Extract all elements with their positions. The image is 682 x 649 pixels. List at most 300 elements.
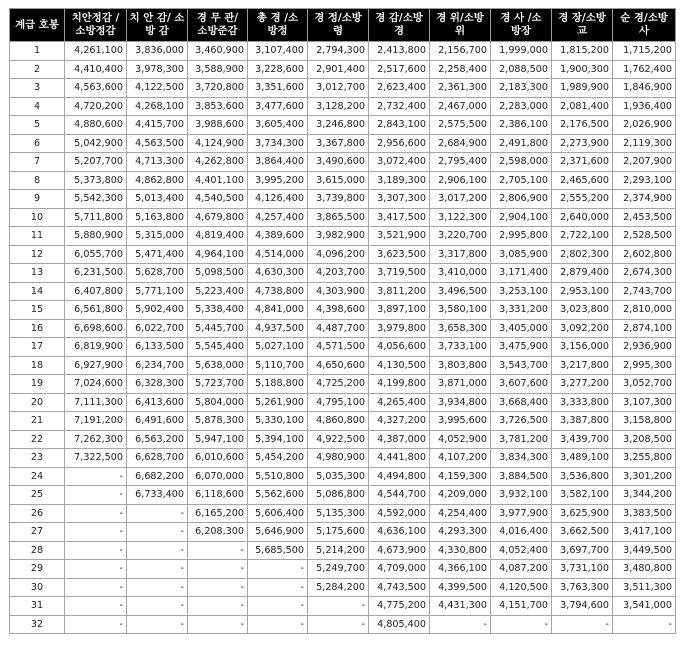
salary-cell: 2,465,600 xyxy=(552,171,613,190)
salary-cell: 4,366,100 xyxy=(430,560,491,579)
salary-cell: 3,277,200 xyxy=(552,375,613,394)
salary-cell: 4,016,400 xyxy=(491,523,552,542)
salary-cell: 3,496,500 xyxy=(430,282,491,301)
salary-cell: 3,897,100 xyxy=(369,301,430,320)
salary-cell: - xyxy=(613,615,676,634)
salary-cell: 1,815,200 xyxy=(552,42,613,61)
salary-cell: 6,055,700 xyxy=(65,245,127,264)
salary-cell: 3,012,700 xyxy=(308,79,369,98)
salary-cell: 5,628,700 xyxy=(127,264,188,283)
salary-cell: 3,834,300 xyxy=(491,449,552,468)
salary-cell: 2,743,700 xyxy=(613,282,676,301)
salary-cell: - xyxy=(127,560,188,579)
salary-cell: 2,088,500 xyxy=(491,60,552,79)
salary-cell: 3,811,200 xyxy=(369,282,430,301)
salary-cell: 2,806,900 xyxy=(491,190,552,209)
salary-cell: 4,124,900 xyxy=(188,134,248,153)
salary-cell: 4,720,200 xyxy=(65,97,127,116)
salary-cell: 1,999,000 xyxy=(491,42,552,61)
salary-cell: 5,042,900 xyxy=(65,134,127,153)
salary-cell: 3,085,900 xyxy=(491,245,552,264)
salary-cell: 6,165,200 xyxy=(188,504,248,523)
salary-cell: - xyxy=(248,615,308,634)
salary-cell: 3,932,100 xyxy=(491,486,552,505)
salary-cell: 3,995,200 xyxy=(248,171,308,190)
grade-step-cell: 13 xyxy=(10,264,65,283)
salary-cell: 3,107,300 xyxy=(613,393,676,412)
salary-cell: 2,640,000 xyxy=(552,208,613,227)
salary-cell: 5,027,100 xyxy=(248,338,308,357)
salary-cell: 6,133,500 xyxy=(127,338,188,357)
salary-cell: 4,679,800 xyxy=(188,208,248,227)
salary-cell: 3,615,000 xyxy=(308,171,369,190)
salary-cell: - xyxy=(308,597,369,616)
salary-cell: 2,623,400 xyxy=(369,79,430,98)
salary-cell: 2,183,300 xyxy=(491,79,552,98)
salary-cell: - xyxy=(188,597,248,616)
salary-cell: 4,398,600 xyxy=(308,301,369,320)
salary-cell: - xyxy=(65,486,127,505)
table-row xyxy=(10,116,676,135)
salary-cell: 3,726,500 xyxy=(491,412,552,431)
salary-cell: - xyxy=(188,615,248,634)
salary-cell: 4,209,000 xyxy=(430,486,491,505)
salary-cell: - xyxy=(65,523,127,542)
salary-cell: 2,361,300 xyxy=(430,79,491,98)
salary-cell: 3,255,800 xyxy=(613,449,676,468)
salary-cell: 5,902,400 xyxy=(127,301,188,320)
salary-cell: 3,208,500 xyxy=(613,430,676,449)
table-row xyxy=(10,486,676,505)
salary-cell: 4,862,800 xyxy=(127,171,188,190)
salary-cell: 4,401,100 xyxy=(188,171,248,190)
salary-cell: 4,431,300 xyxy=(430,597,491,616)
salary-cell: 3,979,800 xyxy=(369,319,430,338)
header-rank-2: 치 안 감/ 소 방 감 xyxy=(127,9,188,42)
header-rank-1: 치안정감 / 소방정감 xyxy=(65,9,127,42)
salary-cell: 5,373,800 xyxy=(65,171,127,190)
salary-cell: 2,795,400 xyxy=(430,153,491,172)
salary-cell: 5,947,100 xyxy=(188,430,248,449)
salary-cell: 5,646,900 xyxy=(248,523,308,542)
salary-cell: 4,268,100 xyxy=(127,97,188,116)
table-row xyxy=(10,301,676,320)
salary-cell: 4,107,200 xyxy=(430,449,491,468)
salary-cell: 2,258,400 xyxy=(430,60,491,79)
salary-cell: 2,491,800 xyxy=(491,134,552,153)
salary-cell: 5,562,600 xyxy=(248,486,308,505)
salary-cell: 3,344,200 xyxy=(613,486,676,505)
salary-cell: 3,405,000 xyxy=(491,319,552,338)
salary-cell: 6,328,300 xyxy=(127,375,188,394)
salary-cell: 4,841,000 xyxy=(248,301,308,320)
salary-cell: 4,399,500 xyxy=(430,578,491,597)
salary-cell: 3,307,300 xyxy=(369,190,430,209)
salary-cell: - xyxy=(65,541,127,560)
salary-cell: 3,410,000 xyxy=(430,264,491,283)
salary-cell: - xyxy=(127,615,188,634)
salary-table xyxy=(9,8,676,634)
salary-cell: 4,130,500 xyxy=(369,356,430,375)
salary-cell: - xyxy=(127,597,188,616)
salary-cell: 3,253,100 xyxy=(491,282,552,301)
salary-cell: - xyxy=(127,541,188,560)
grade-step-cell: 19 xyxy=(10,375,65,394)
grade-step-cell: 30 xyxy=(10,578,65,597)
salary-cell: 2,374,900 xyxy=(613,190,676,209)
grade-step-cell: 22 xyxy=(10,430,65,449)
grade-step-cell: 24 xyxy=(10,467,65,486)
table-row xyxy=(10,541,676,560)
salary-cell: 3,460,900 xyxy=(188,42,248,61)
table-row xyxy=(10,356,676,375)
salary-cell: 5,110,700 xyxy=(248,356,308,375)
salary-cell: 4,254,400 xyxy=(430,504,491,523)
salary-cell: - xyxy=(127,578,188,597)
grade-step-cell: 32 xyxy=(10,615,65,634)
grade-step-cell: 25 xyxy=(10,486,65,505)
salary-cell: 6,698,600 xyxy=(65,319,127,338)
salary-cell: - xyxy=(552,615,613,634)
salary-cell: - xyxy=(65,615,127,634)
salary-cell: - xyxy=(248,597,308,616)
salary-cell: 4,738,800 xyxy=(248,282,308,301)
salary-cell: 3,607,600 xyxy=(491,375,552,394)
salary-cell: 4,415,700 xyxy=(127,116,188,135)
salary-cell: 4,514,000 xyxy=(248,245,308,264)
salary-cell: 4,052,900 xyxy=(430,430,491,449)
salary-cell: 6,927,900 xyxy=(65,356,127,375)
salary-cell: 3,731,100 xyxy=(552,560,613,579)
salary-cell: 4,151,700 xyxy=(491,597,552,616)
salary-cell: 4,725,200 xyxy=(308,375,369,394)
salary-cell: 2,843,100 xyxy=(369,116,430,135)
salary-cell: 4,120,500 xyxy=(491,578,552,597)
table-row xyxy=(10,338,676,357)
salary-cell: 5,223,400 xyxy=(188,282,248,301)
salary-cell: 3,734,300 xyxy=(248,134,308,153)
salary-cell: 6,563,200 xyxy=(127,430,188,449)
salary-cell: 4,441,800 xyxy=(369,449,430,468)
salary-cell: 3,449,500 xyxy=(613,541,676,560)
grade-step-cell: 4 xyxy=(10,97,65,116)
salary-cell: 5,471,400 xyxy=(127,245,188,264)
table-row xyxy=(10,615,676,634)
table-row xyxy=(10,523,676,542)
grade-step-cell: 2 xyxy=(10,60,65,79)
salary-cell: 1,762,400 xyxy=(613,60,676,79)
salary-cell: 3,864,400 xyxy=(248,153,308,172)
header-rank-7: 경 위/소방 위 xyxy=(430,9,491,42)
salary-cell: - xyxy=(308,615,369,634)
grade-step-cell: 27 xyxy=(10,523,65,542)
table-row xyxy=(10,227,676,246)
header-row xyxy=(10,9,676,42)
salary-cell: 5,542,300 xyxy=(65,190,127,209)
salary-cell: 2,904,100 xyxy=(491,208,552,227)
salary-cell: - xyxy=(65,504,127,523)
salary-cell: 4,257,400 xyxy=(248,208,308,227)
salary-cell: 3,023,800 xyxy=(552,301,613,320)
salary-cell: 2,207,900 xyxy=(613,153,676,172)
salary-cell: 4,087,200 xyxy=(491,560,552,579)
salary-cell: 3,536,800 xyxy=(552,467,613,486)
table-row xyxy=(10,560,676,579)
header-rank-5: 경 정/소방 령 xyxy=(308,9,369,42)
salary-cell: 2,684,900 xyxy=(430,134,491,153)
salary-cell: 2,386,100 xyxy=(491,116,552,135)
table-row xyxy=(10,190,676,209)
salary-cell: 3,158,800 xyxy=(613,412,676,431)
grade-step-cell: 16 xyxy=(10,319,65,338)
salary-cell: 3,189,300 xyxy=(369,171,430,190)
table-row xyxy=(10,60,676,79)
salary-cell: - xyxy=(491,615,552,634)
salary-cell: 4,563,600 xyxy=(65,79,127,98)
salary-cell: 2,995,300 xyxy=(613,356,676,375)
salary-cell: 4,056,600 xyxy=(369,338,430,357)
salary-cell: 3,122,300 xyxy=(430,208,491,227)
salary-cell: - xyxy=(127,504,188,523)
salary-cell: - xyxy=(127,523,188,542)
salary-cell: 4,743,500 xyxy=(369,578,430,597)
salary-cell: 3,052,700 xyxy=(613,375,676,394)
grade-step-cell: 9 xyxy=(10,190,65,209)
grade-step-cell: 7 xyxy=(10,153,65,172)
table-body xyxy=(10,42,676,634)
salary-cell: 2,901,400 xyxy=(308,60,369,79)
salary-cell: 3,475,900 xyxy=(491,338,552,357)
salary-cell: 5,454,200 xyxy=(248,449,308,468)
salary-cell: 3,417,100 xyxy=(613,523,676,542)
table-row xyxy=(10,449,676,468)
salary-cell: 5,315,000 xyxy=(127,227,188,246)
salary-cell: 5,804,000 xyxy=(188,393,248,412)
salary-cell: 3,781,200 xyxy=(491,430,552,449)
salary-cell: 3,317,800 xyxy=(430,245,491,264)
salary-cell: 1,900,300 xyxy=(552,60,613,79)
salary-cell: 4,327,200 xyxy=(369,412,430,431)
salary-cell: 2,802,300 xyxy=(552,245,613,264)
salary-cell: 3,662,500 xyxy=(552,523,613,542)
salary-cell: 2,953,100 xyxy=(552,282,613,301)
salary-cell: 4,964,100 xyxy=(188,245,248,264)
salary-cell: 2,794,300 xyxy=(308,42,369,61)
salary-cell: 6,628,700 xyxy=(127,449,188,468)
salary-cell: 3,301,200 xyxy=(613,467,676,486)
salary-cell: 2,119,300 xyxy=(613,134,676,153)
salary-cell: 5,545,400 xyxy=(188,338,248,357)
salary-cell: 2,602,800 xyxy=(613,245,676,264)
salary-cell: 3,668,400 xyxy=(491,393,552,412)
header-rank-3: 경 무 관/ 소방준감 xyxy=(188,9,248,42)
salary-cell: 5,338,400 xyxy=(188,301,248,320)
salary-cell: 4,265,400 xyxy=(369,393,430,412)
salary-cell: 3,605,400 xyxy=(248,116,308,135)
salary-cell: 3,511,300 xyxy=(613,578,676,597)
salary-cell: 5,086,800 xyxy=(308,486,369,505)
salary-cell: 3,995,600 xyxy=(430,412,491,431)
salary-cell: 3,739,800 xyxy=(308,190,369,209)
table-row xyxy=(10,412,676,431)
salary-cell: 4,544,700 xyxy=(369,486,430,505)
salary-cell: 3,978,300 xyxy=(127,60,188,79)
salary-cell: 6,010,600 xyxy=(188,449,248,468)
table-row xyxy=(10,467,676,486)
salary-cell: 5,013,400 xyxy=(127,190,188,209)
salary-cell: 2,283,000 xyxy=(491,97,552,116)
salary-cell: 3,794,600 xyxy=(552,597,613,616)
grade-step-cell: 28 xyxy=(10,541,65,560)
header-rank-4: 총 경 /소 방정 xyxy=(248,9,308,42)
salary-cell: 6,561,800 xyxy=(65,301,127,320)
salary-cell: - xyxy=(65,578,127,597)
salary-cell: 5,330,100 xyxy=(248,412,308,431)
table-row xyxy=(10,264,676,283)
salary-cell: 4,592,000 xyxy=(369,504,430,523)
salary-cell: 2,810,000 xyxy=(613,301,676,320)
salary-cell: 2,555,200 xyxy=(552,190,613,209)
salary-cell: 3,658,300 xyxy=(430,319,491,338)
salary-cell: 4,126,400 xyxy=(248,190,308,209)
salary-cell: 4,389,600 xyxy=(248,227,308,246)
salary-cell: 4,540,500 xyxy=(188,190,248,209)
table-row xyxy=(10,79,676,98)
salary-cell: - xyxy=(430,615,491,634)
salary-cell: 6,070,000 xyxy=(188,467,248,486)
salary-cell: - xyxy=(248,560,308,579)
salary-cell: 3,934,800 xyxy=(430,393,491,412)
salary-cell: 1,715,200 xyxy=(613,42,676,61)
salary-cell: 5,214,200 xyxy=(308,541,369,560)
salary-cell: 2,453,500 xyxy=(613,208,676,227)
salary-cell: 5,261,900 xyxy=(248,393,308,412)
salary-cell: 5,510,800 xyxy=(248,467,308,486)
salary-cell: 2,906,100 xyxy=(430,171,491,190)
salary-cell: 6,491,600 xyxy=(127,412,188,431)
grade-step-cell: 6 xyxy=(10,134,65,153)
salary-cell: 3,982,900 xyxy=(308,227,369,246)
grade-step-cell: 14 xyxy=(10,282,65,301)
table-row xyxy=(10,208,676,227)
salary-cell: 3,246,800 xyxy=(308,116,369,135)
salary-cell: 4,937,500 xyxy=(248,319,308,338)
salary-cell: 3,383,500 xyxy=(613,504,676,523)
salary-cell: 3,719,500 xyxy=(369,264,430,283)
salary-cell: 3,521,900 xyxy=(369,227,430,246)
salary-cell: 7,191,200 xyxy=(65,412,127,431)
grade-step-cell: 29 xyxy=(10,560,65,579)
header-grade-step: 계급 호봉 xyxy=(10,9,65,42)
salary-cell: 3,836,000 xyxy=(127,42,188,61)
salary-cell: 7,024,600 xyxy=(65,375,127,394)
salary-cell: 3,489,100 xyxy=(552,449,613,468)
salary-cell: 5,685,500 xyxy=(248,541,308,560)
salary-cell: 2,273,900 xyxy=(552,134,613,153)
salary-cell: 4,819,400 xyxy=(188,227,248,246)
salary-cell: 7,322,500 xyxy=(65,449,127,468)
table-row xyxy=(10,171,676,190)
salary-cell: 3,228,600 xyxy=(248,60,308,79)
salary-cell: 4,980,900 xyxy=(308,449,369,468)
salary-cell: 2,936,900 xyxy=(613,338,676,357)
grade-step-cell: 20 xyxy=(10,393,65,412)
salary-cell: 4,775,200 xyxy=(369,597,430,616)
salary-cell: 2,995,800 xyxy=(491,227,552,246)
table-row xyxy=(10,153,676,172)
salary-cell: 1,936,400 xyxy=(613,97,676,116)
salary-cell: 3,092,200 xyxy=(552,319,613,338)
grade-step-cell: 11 xyxy=(10,227,65,246)
salary-cell: 3,220,700 xyxy=(430,227,491,246)
grade-step-cell: 1 xyxy=(10,42,65,61)
salary-cell: 3,171,400 xyxy=(491,264,552,283)
salary-cell: 3,107,400 xyxy=(248,42,308,61)
salary-cell: 4,922,500 xyxy=(308,430,369,449)
grade-step-cell: 31 xyxy=(10,597,65,616)
salary-cell: 4,805,400 xyxy=(369,615,430,634)
salary-cell: 5,135,300 xyxy=(308,504,369,523)
salary-cell: 3,480,800 xyxy=(613,560,676,579)
salary-cell: 3,623,500 xyxy=(369,245,430,264)
salary-cell: 5,445,700 xyxy=(188,319,248,338)
salary-cell: 3,803,800 xyxy=(430,356,491,375)
salary-cell: 4,387,000 xyxy=(369,430,430,449)
grade-step-cell: 12 xyxy=(10,245,65,264)
salary-cell: 6,022,700 xyxy=(127,319,188,338)
salary-cell: 2,467,000 xyxy=(430,97,491,116)
table-header xyxy=(10,9,676,42)
salary-cell: 3,988,600 xyxy=(188,116,248,135)
table-row xyxy=(10,282,676,301)
salary-cell: 3,871,000 xyxy=(430,375,491,394)
grade-step-cell: 8 xyxy=(10,171,65,190)
salary-cell: 4,650,600 xyxy=(308,356,369,375)
grade-step-cell: 21 xyxy=(10,412,65,431)
salary-cell: 4,795,100 xyxy=(308,393,369,412)
salary-cell: 3,217,800 xyxy=(552,356,613,375)
salary-cell: 3,865,500 xyxy=(308,208,369,227)
salary-cell: - xyxy=(65,560,127,579)
salary-cell: 5,723,700 xyxy=(188,375,248,394)
salary-cell: 6,819,900 xyxy=(65,338,127,357)
table-row xyxy=(10,97,676,116)
salary-cell: 5,284,200 xyxy=(308,578,369,597)
salary-cell: 5,035,300 xyxy=(308,467,369,486)
header-rank-10: 순 경/소방 사 xyxy=(613,9,676,42)
table-row xyxy=(10,597,676,616)
salary-cell: 4,330,800 xyxy=(430,541,491,560)
salary-cell: 1,989,900 xyxy=(552,79,613,98)
salary-cell: 6,234,700 xyxy=(127,356,188,375)
grade-step-cell: 3 xyxy=(10,79,65,98)
salary-cell: - xyxy=(188,560,248,579)
salary-cell: 3,367,800 xyxy=(308,134,369,153)
salary-cell: 3,733,100 xyxy=(430,338,491,357)
salary-cell: 2,956,600 xyxy=(369,134,430,153)
salary-cell: 5,163,800 xyxy=(127,208,188,227)
grade-step-cell: 17 xyxy=(10,338,65,357)
salary-cell: 4,159,300 xyxy=(430,467,491,486)
salary-cell: 2,575,500 xyxy=(430,116,491,135)
salary-cell: 7,111,300 xyxy=(65,393,127,412)
salary-cell: 4,303,900 xyxy=(308,282,369,301)
header-rank-6: 경 감/소방 경 xyxy=(369,9,430,42)
salary-cell: 3,477,600 xyxy=(248,97,308,116)
salary-cell: 2,874,100 xyxy=(613,319,676,338)
salary-cell: 3,017,200 xyxy=(430,190,491,209)
grade-step-cell: 23 xyxy=(10,449,65,468)
